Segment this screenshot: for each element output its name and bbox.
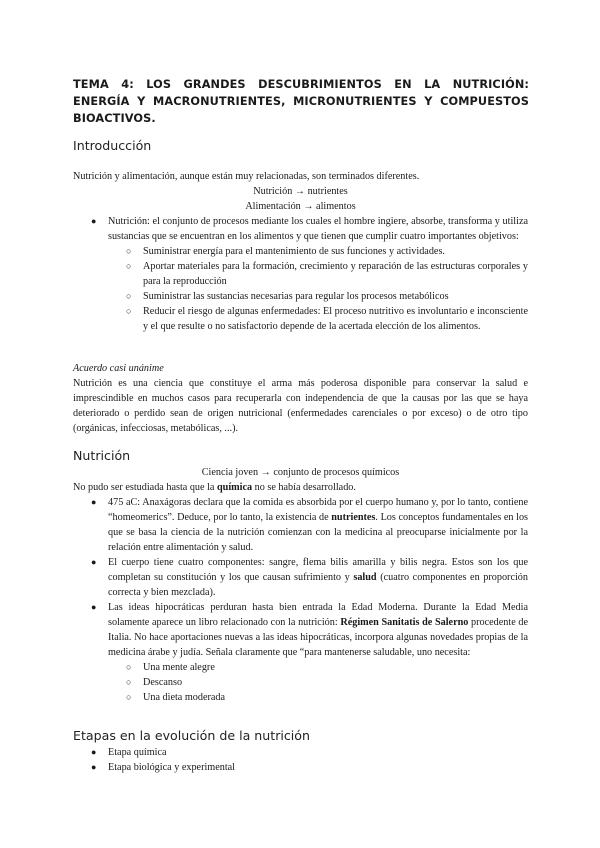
text-span: (cuatro componentes en proporción correcta y bien mezclada).	[108, 572, 528, 598]
list-item	[108, 289, 528, 304]
circle-bullet-icon: ○	[126, 692, 132, 702]
relation-alimentacion: Alimentación → alimentos	[245, 201, 356, 212]
etapa-text: Etapa biológica y experimental	[108, 762, 236, 773]
list-item	[108, 304, 528, 334]
heading-nutricion: Nutrición	[73, 448, 131, 463]
bullet-icon: ●	[91, 557, 97, 567]
nutricion-definition: Nutrición: el conjunto de procesos mediante los cuales el hombre ingiere, absorbe, transforma y utiliza sustancias que se encuentran en los alimentos y que tienen que cumplir cuatro importantes objetivos:	[108, 216, 528, 242]
circle-bullet-icon: ○	[126, 662, 132, 672]
list-item	[108, 690, 528, 705]
text-span: 475 aC: Anaxágoras declara que la comida es absorbida por el cuerpo humano y, por lo tanto, contiene “homeomerics”. Deduce, por lo tanto, la existencia de	[108, 497, 528, 523]
bullet-icon: ●	[91, 602, 97, 612]
text-span: no se había desarrollado.	[252, 482, 356, 493]
need-text: Descanso	[143, 677, 183, 688]
heading-introduccion: Introducción	[73, 138, 152, 153]
list-item	[108, 660, 528, 675]
quimica-paragraph	[73, 480, 528, 495]
agreement-label: Acuerdo casi unánime	[73, 363, 164, 374]
circle-bullet-icon: ○	[126, 677, 132, 687]
list-item	[73, 600, 528, 705]
agreement-paragraph: Nutrición es una ciencia que constituye el arma más poderosa disponible para conservar la salud e imprescindible en muchos casos para recuperarla con independencia de que la causas por las que se haya deteriorado o perdido sean de origen nutricional (enfermedades carenciales o por exceso) o de otro tipo (orgánicas, infecciosas, metabólicas, ...).	[73, 378, 528, 434]
text-span: . Los conceptos fundamentales en los que se basa la ciencia de la nutrición comienzan con la medicina al preocuparse inicialmente por la relación entre alimentación y salud.	[108, 512, 528, 553]
etapas-list	[73, 745, 528, 775]
bullet-icon: ●	[91, 216, 97, 226]
objectives-list	[108, 244, 528, 334]
circle-bullet-icon: ○	[126, 246, 132, 256]
list-item	[108, 259, 528, 289]
bold-text: química	[217, 482, 253, 493]
text-span: Las ideas hipocráticas perduran hasta bien entrada la Edad Moderna. Durante la Edad Media solamente aparece un libro relacionado con la nutrición:	[108, 602, 528, 628]
list-item	[73, 214, 528, 334]
circle-bullet-icon: ○	[126, 261, 132, 271]
bold-text: salud	[353, 572, 377, 583]
circle-bullet-icon: ○	[126, 291, 132, 301]
list-item	[73, 555, 528, 600]
heading-etapas: Etapas en la evolución de la nutrición	[73, 728, 310, 743]
bullet-icon: ●	[91, 747, 97, 757]
text-span: El cuerpo tiene cuatro componentes: sangre, flema bilis amarilla y bilis negra. Estos son los que completan su constitución y los que causan sufrimiento y	[108, 557, 528, 583]
objective-text: Reducir el riesgo de algunas enfermedades: El proceso nutritivo es involuntario e inconsciente y el que resulte o no satisfactorio depende de la acertada elección de los alimentos.	[143, 306, 528, 332]
intro-paragraph: Nutrición y alimentación, aunque están muy relacionadas, son terminados diferentes.	[73, 171, 420, 182]
text-span: No pudo ser estudiada hasta que la	[73, 482, 217, 493]
list-item	[73, 745, 528, 760]
objective-text: Aportar materiales para la formación, crecimiento y reparación de las estructuras corporales y para la reproducción	[143, 261, 528, 287]
list-item	[108, 244, 528, 259]
need-text: Una mente alegre	[143, 662, 215, 673]
ciencia-joven-line: Ciencia joven → conjunto de procesos químicos	[201, 467, 400, 478]
etapa-text: Etapa química	[108, 747, 167, 758]
objective-text: Suministrar energía para el mantenimiento de sus funciones y actividades.	[143, 246, 445, 257]
list-item	[108, 675, 528, 690]
list-item	[73, 495, 528, 555]
bold-text: nutrientes	[331, 512, 376, 523]
list-item	[73, 760, 528, 775]
nutricion-bullet-list	[73, 495, 528, 705]
text-span: procedente de Italia. No hace aportaciones nuevas a las ideas hipocráticas, incorpora algunas novedades propias de la medicina árabe y judía. Señala claramente que “para mantenerse saludable, uno necesita:	[108, 617, 528, 658]
objective-text: Suministrar las sustancias necesarias para regular los procesos metabólicos	[143, 291, 449, 302]
bullet-icon: ●	[91, 762, 97, 772]
document-title: TEMA 4: LOS GRANDES DESCUBRIMIENTOS EN LA NUTRICIÓN: ENERGÍA Y MACRONUTRIENTES, MICRONUTRIENTES Y COMPUESTOS BIOACTIVOS.	[73, 78, 529, 125]
intro-bullet-list	[73, 214, 528, 334]
needs-list	[108, 660, 528, 705]
need-text: Una dieta moderada	[143, 692, 226, 703]
circle-bullet-icon: ○	[126, 306, 132, 316]
bullet-icon: ●	[91, 497, 97, 507]
relation-nutricion: Nutrición → nutrientes	[253, 186, 348, 197]
bold-text: Régimen Sanitatis de Salerno	[340, 617, 469, 628]
